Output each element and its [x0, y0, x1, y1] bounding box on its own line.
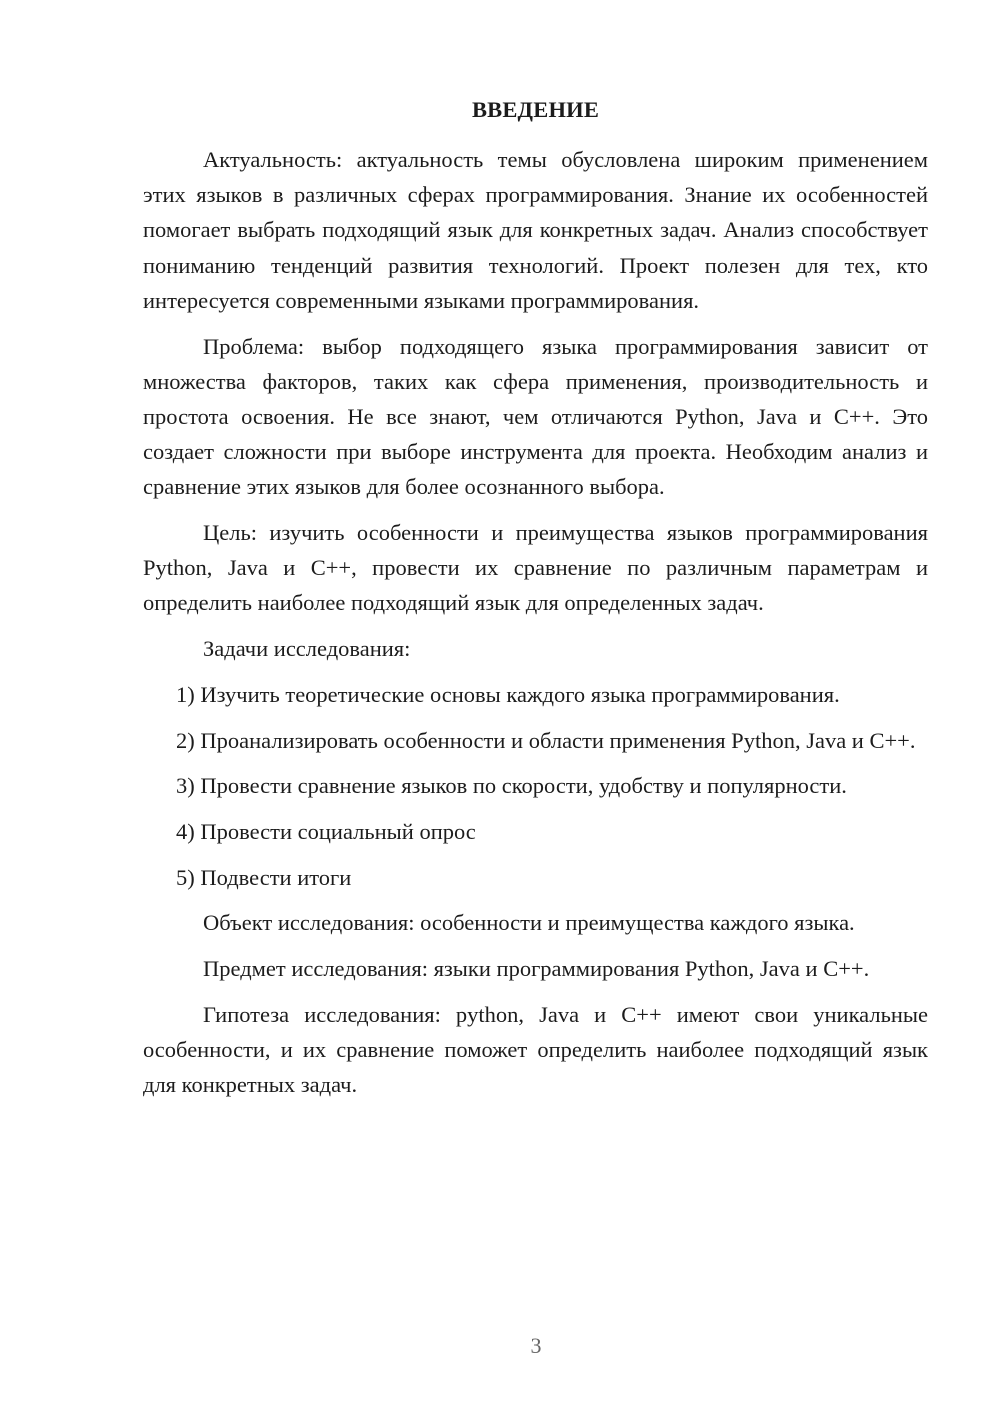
- paragraph-hypothesis: Гипотеза исследования: python, Java и C++ имеют свои уникальные особенности, и их сравнение поможет определить наиболее подходящий язык для конкретных задач.: [143, 1001, 928, 1098]
- paragraph-object: Объект исследования: особенности и преимущества каждого языка.: [203, 910, 855, 936]
- list-item: 2) Проанализировать особенности и области применения Python, Java и C++.: [176, 727, 916, 753]
- page-title: ВВЕДЕНИЕ: [471, 97, 600, 122]
- list-item: 3) Провести сравнение языков по скорости, удобству и популярности.: [176, 773, 847, 799]
- list-item: 1) Изучить теоретические основы каждого языка программирования.: [176, 681, 840, 707]
- list-item: 5) Подвести итоги: [176, 864, 352, 890]
- tasks-heading: Задачи исследования:: [203, 636, 411, 662]
- paragraph-subject: Предмет исследования: языки программирования Python, Java и C++.: [203, 956, 870, 982]
- list-item: 4) Провести социальный опрос: [176, 818, 476, 844]
- document-page: [143, 92, 928, 1113]
- page-number: 3: [530, 1333, 542, 1358]
- paragraph-relevance: Актуальность: актуальность темы обусловлена широким применением этих языков в различных сферах программирования. Знание их особенностей помогает выбрать подходящий язык для конкретных задач. Анализ способствует пониманию тенденций развития технологий. Проект полезен для тех, кто интересуется современными языками программирования.: [143, 147, 928, 313]
- paragraph-problem: Проблема: выбор подходящего языка программирования зависит от множества факторов, таких как сфера применения, производительность и простота освоения. Не все знают, чем отличаются Python, Java и C++. Это создает сложности при выборе инструмента для проекта. Необходим анализ и сравнение этих языков для более осознанного выбора.: [143, 333, 928, 500]
- paragraph-goal: Цель: изучить особенности и преимущества языков программирования Python, Java и C++, провести их сравнение по различным параметрам и определить наиболее подходящий язык для определенных задач.: [143, 520, 928, 616]
